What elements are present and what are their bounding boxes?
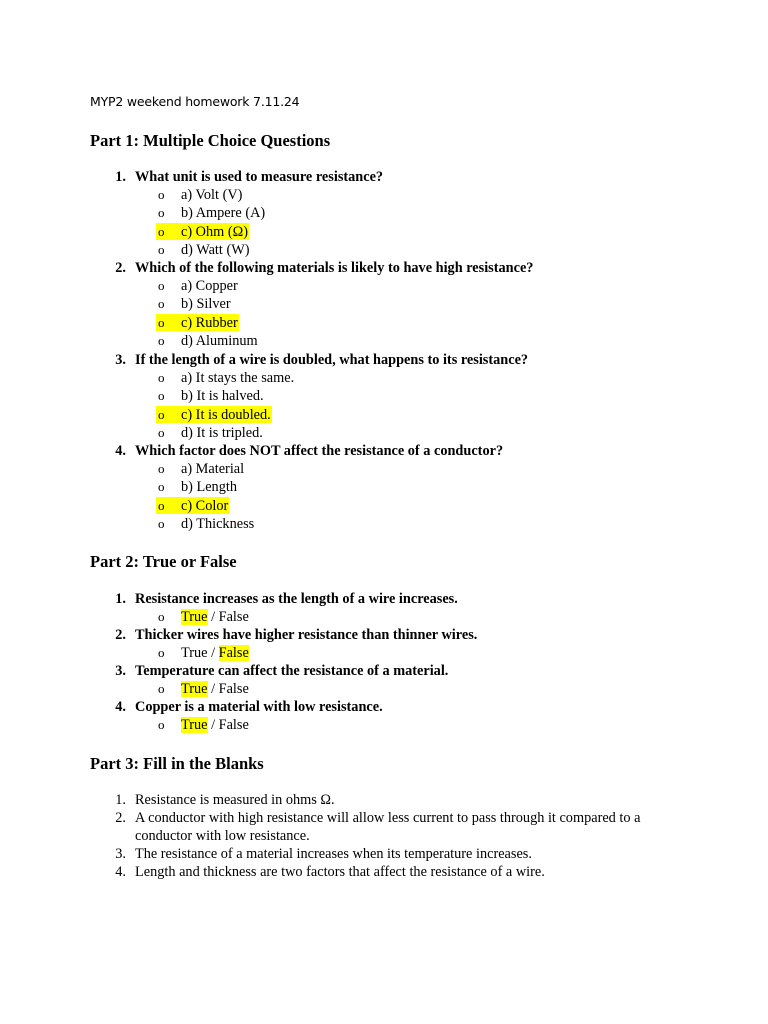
false-label: False — [218, 609, 249, 625]
option-bullet: o — [158, 278, 165, 293]
fill-item-line — [0, 863, 768, 881]
option-bullet: o — [158, 498, 165, 513]
mcq-option — [0, 369, 768, 387]
true-label: True — [181, 717, 208, 733]
tf-answer-line — [0, 680, 768, 698]
false-label: False — [218, 645, 249, 661]
option-bullet: o — [158, 242, 165, 257]
option-text: a) Copper — [181, 278, 238, 294]
tf-answer-line — [0, 644, 768, 662]
option-bullet: o — [158, 516, 165, 531]
tf-answer — [181, 716, 249, 734]
option-bullet: o — [158, 717, 165, 732]
option-text: b) Length — [181, 479, 237, 495]
option-bullet: o — [158, 224, 165, 239]
mcq-option — [0, 406, 768, 424]
mcq-option — [0, 295, 768, 313]
mcq-question — [0, 168, 768, 186]
option-bullet: o — [158, 645, 165, 660]
question-text: Thicker wires have higher resistance than thinner wires. — [135, 627, 478, 643]
true-label: True — [181, 645, 208, 661]
item-number: 2. — [115, 810, 126, 826]
question-text: What unit is used to measure resistance? — [135, 169, 384, 185]
option-bullet: o — [158, 479, 165, 494]
separator: / — [207, 717, 219, 733]
option-bullet: o — [158, 425, 165, 440]
tf-question — [0, 590, 768, 608]
item-text: Resistance is measured in ohms Ω. — [135, 792, 335, 808]
item-number: 4. — [115, 864, 126, 880]
mcq-question — [0, 259, 768, 277]
option-text: d) Aluminum — [181, 333, 258, 349]
tf-question — [0, 698, 768, 716]
mcq-option — [0, 204, 768, 222]
question-text: Temperature can affect the resistance of a material. — [135, 663, 449, 679]
tf-answer — [181, 644, 249, 662]
separator: / — [207, 609, 219, 625]
question-text: Which factor does NOT affect the resistance of a conductor? — [135, 443, 504, 459]
mcq-option — [0, 424, 768, 442]
item-text: The resistance of a material increases when its temperature increases. — [135, 846, 532, 862]
option-text: b) Silver — [181, 296, 231, 312]
mcq-option — [0, 332, 768, 350]
option-bullet: o — [158, 461, 165, 476]
mcq-option — [0, 460, 768, 478]
option-text: b) Ampere (A) — [181, 205, 266, 221]
question-number: 1. — [115, 169, 126, 185]
false-label: False — [218, 717, 249, 733]
option-text: c) Ohm (Ω) — [181, 224, 248, 240]
document-title: MYP2 weekend homework 7.11.24 — [90, 94, 300, 109]
fill-item-line — [0, 827, 768, 845]
separator: / — [207, 681, 219, 697]
option-text: c) Rubber — [181, 315, 238, 331]
option-bullet: o — [158, 388, 165, 403]
option-text: a) Material — [181, 461, 245, 477]
option-text: a) Volt (V) — [181, 187, 243, 203]
question-number: 4. — [115, 699, 126, 715]
true-label: True — [181, 609, 208, 625]
option-text: d) It is tripled. — [181, 425, 263, 441]
tf-answer-line — [0, 608, 768, 626]
option-text: c) Color — [181, 498, 229, 514]
option-text: a) It stays the same. — [181, 370, 295, 386]
mcq-option — [0, 241, 768, 259]
mcq-question — [0, 442, 768, 460]
mcq-question — [0, 351, 768, 369]
item-text: conductor with low resistance. — [135, 828, 310, 844]
mcq-option — [0, 515, 768, 533]
option-bullet: o — [158, 609, 165, 624]
part3-heading: Part 3: Fill in the Blanks — [90, 754, 264, 773]
option-text: c) It is doubled. — [181, 407, 271, 423]
mcq-option — [0, 478, 768, 496]
question-text: Copper is a material with low resistance. — [135, 699, 383, 715]
option-bullet: o — [158, 681, 165, 696]
mcq-option — [0, 186, 768, 204]
true-label: True — [181, 681, 208, 697]
question-number: 2. — [115, 260, 126, 276]
option-text: d) Thickness — [181, 516, 255, 532]
false-label: False — [218, 681, 249, 697]
question-number: 4. — [115, 443, 126, 459]
question-text: Resistance increases as the length of a wire increases. — [135, 591, 458, 607]
option-bullet: o — [158, 407, 165, 422]
tf-question — [0, 662, 768, 680]
question-number: 3. — [115, 663, 126, 679]
option-bullet: o — [158, 333, 165, 348]
mcq-option — [0, 387, 768, 405]
separator: / — [207, 645, 219, 661]
fill-item-line — [0, 791, 768, 809]
tf-question — [0, 626, 768, 644]
option-bullet: o — [158, 296, 165, 311]
option-bullet: o — [158, 370, 165, 385]
question-text: Which of the following materials is likely to have high resistance? — [135, 260, 534, 276]
question-number: 2. — [115, 627, 126, 643]
question-text: If the length of a wire is doubled, what happens to its resistance? — [135, 352, 529, 368]
option-text: b) It is halved. — [181, 388, 264, 404]
item-text: Length and thickness are two factors that affect the resistance of a wire. — [135, 864, 545, 880]
fill-item-line — [0, 809, 768, 827]
question-number: 3. — [115, 352, 126, 368]
tf-answer — [181, 608, 249, 626]
mcq-option — [0, 223, 768, 241]
part2-heading: Part 2: True or False — [90, 552, 237, 571]
mcq-option — [0, 497, 768, 515]
option-bullet: o — [158, 315, 165, 330]
item-text: A conductor with high resistance will allow less current to pass through it compared to a — [135, 810, 641, 826]
mcq-option — [0, 314, 768, 332]
fill-item-line — [0, 845, 768, 863]
item-number: 1. — [115, 792, 126, 808]
question-number: 1. — [115, 591, 126, 607]
option-text: d) Watt (W) — [181, 242, 250, 258]
option-bullet: o — [158, 205, 165, 220]
part1-heading: Part 1: Multiple Choice Questions — [90, 131, 331, 150]
item-number: 3. — [115, 846, 126, 862]
tf-answer-line — [0, 716, 768, 734]
mcq-option — [0, 277, 768, 295]
option-bullet: o — [158, 187, 165, 202]
tf-answer — [181, 680, 249, 698]
